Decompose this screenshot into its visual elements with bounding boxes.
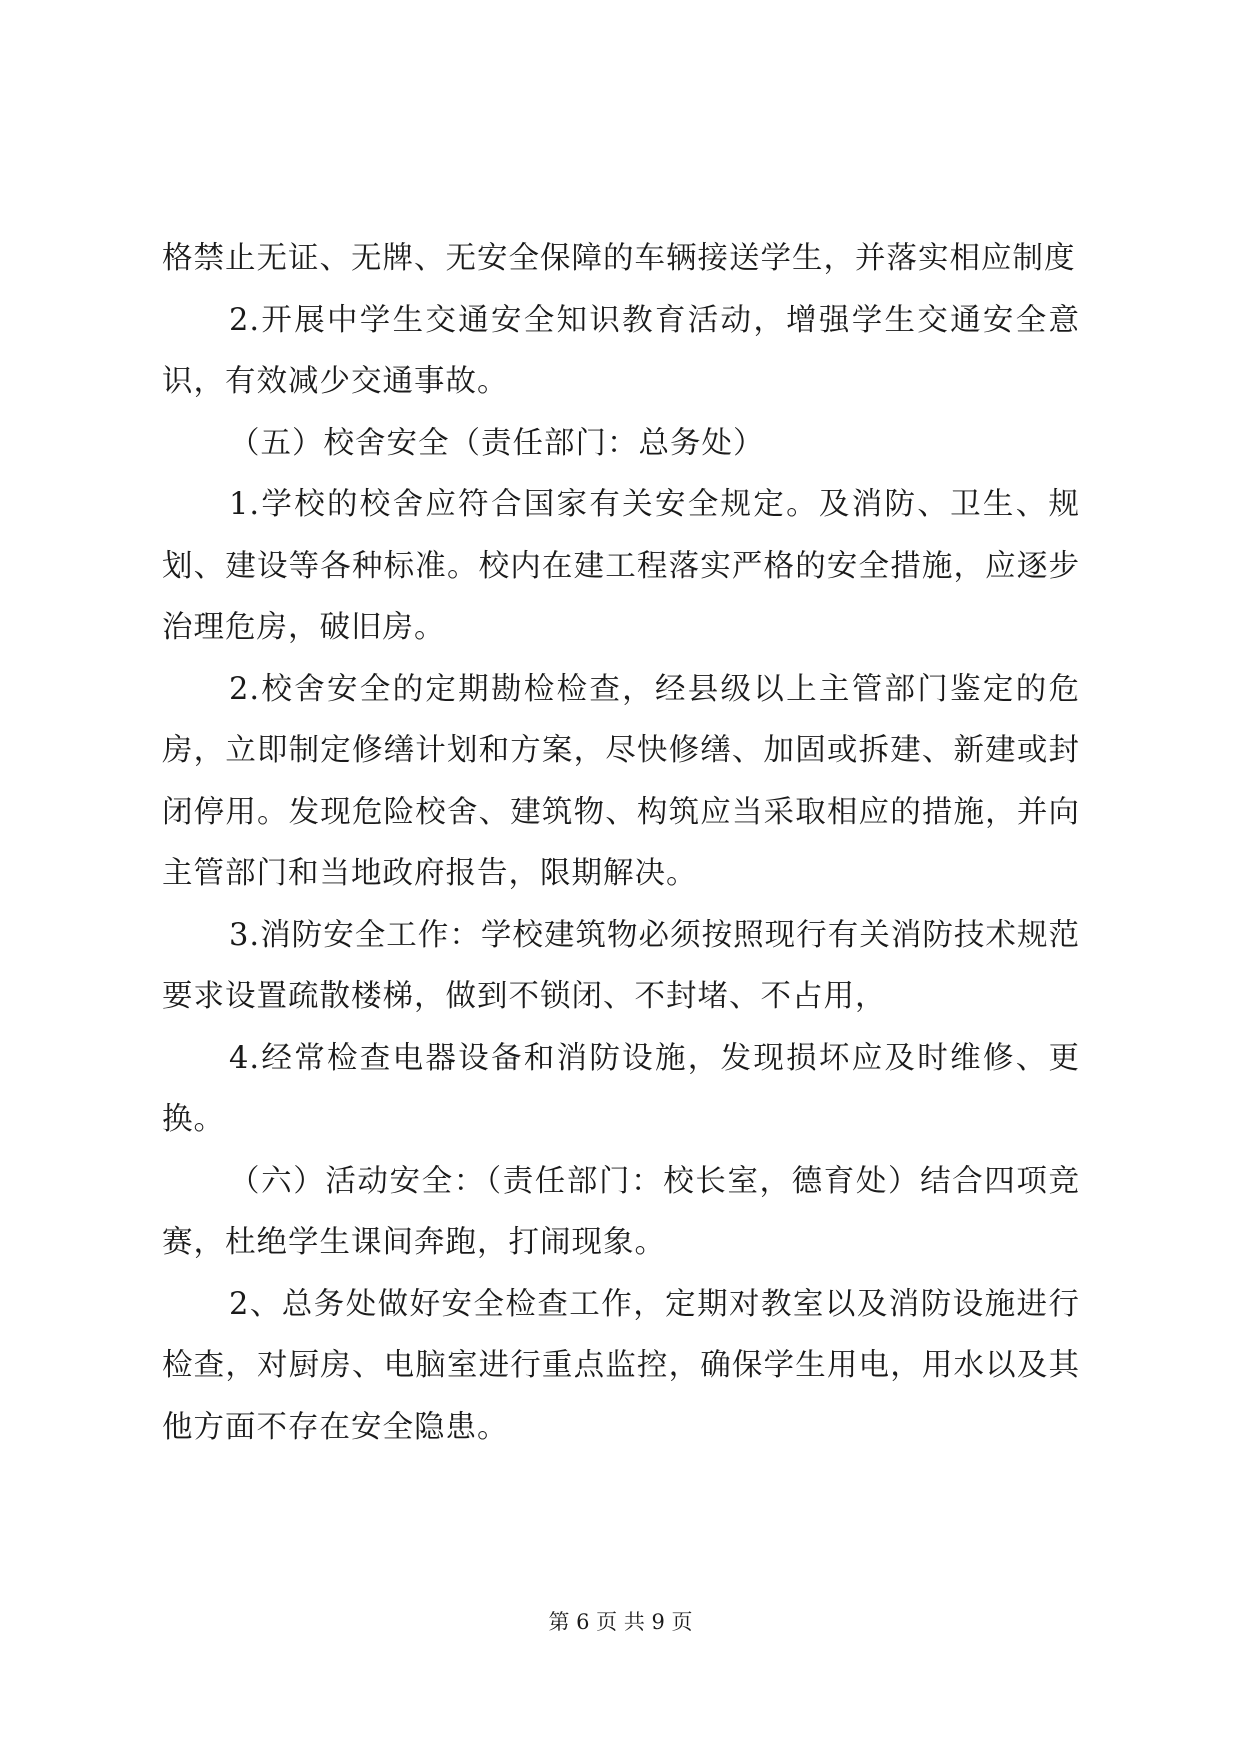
- paragraph-4: 1.学校的校舍应符合国家有关安全规定。及消防、卫生、规划、建设等各种标准。校内在建工程落实严格的安全措施，应逐步治理危房，破旧房。: [162, 487, 1080, 645]
- paragraph-1: 格禁止无证、无牌、无安全保障的车辆接送学生，并落实相应制度: [162, 241, 1076, 276]
- paragraph-7: 4.经常检查电器设备和消防设施，发现损坏应及时维修、更换。: [162, 1040, 1080, 1137]
- section-heading-6: （六）活动安全：（责任部门：校长室，德育处）结合四项竞赛，杜绝学生课间奔跑，打闹现象。: [162, 1163, 1080, 1260]
- paragraph-9: 2、总务处做好安全检查工作，定期对教室以及消防设施进行检查，对厨房、电脑室进行重点监控，确保学生用电，用水以及其他方面不存在安全隐患。: [162, 1286, 1080, 1445]
- paragraph-5: 2.校舍安全的定期勘检检查，经县级以上主管部门鉴定的危房，立即制定修缮计划和方案，尽快修缮、加固或拆建、新建或封闭停用。发现危险校舍、建筑物、构筑应当采取相应的措施，并向主管部门和当地政府报告，限期解决。: [162, 671, 1080, 891]
- page-number-footer: 第 6 页 共 9 页: [548, 1610, 693, 1634]
- section-heading-5: （五）校舍安全（责任部门：总务处）: [229, 425, 765, 461]
- body-text: [162, 228, 1080, 1458]
- paragraph-6: 3.消防安全工作：学校建筑物必须按照现行有关消防技术规范要求设置疏散楼梯，做到不锁闭、不封堵、不占用，: [162, 917, 1080, 1014]
- paragraph-2: 2.开展中学生交通安全知识教育活动，增强学生交通安全意识，有效减少交通事故。: [162, 302, 1080, 399]
